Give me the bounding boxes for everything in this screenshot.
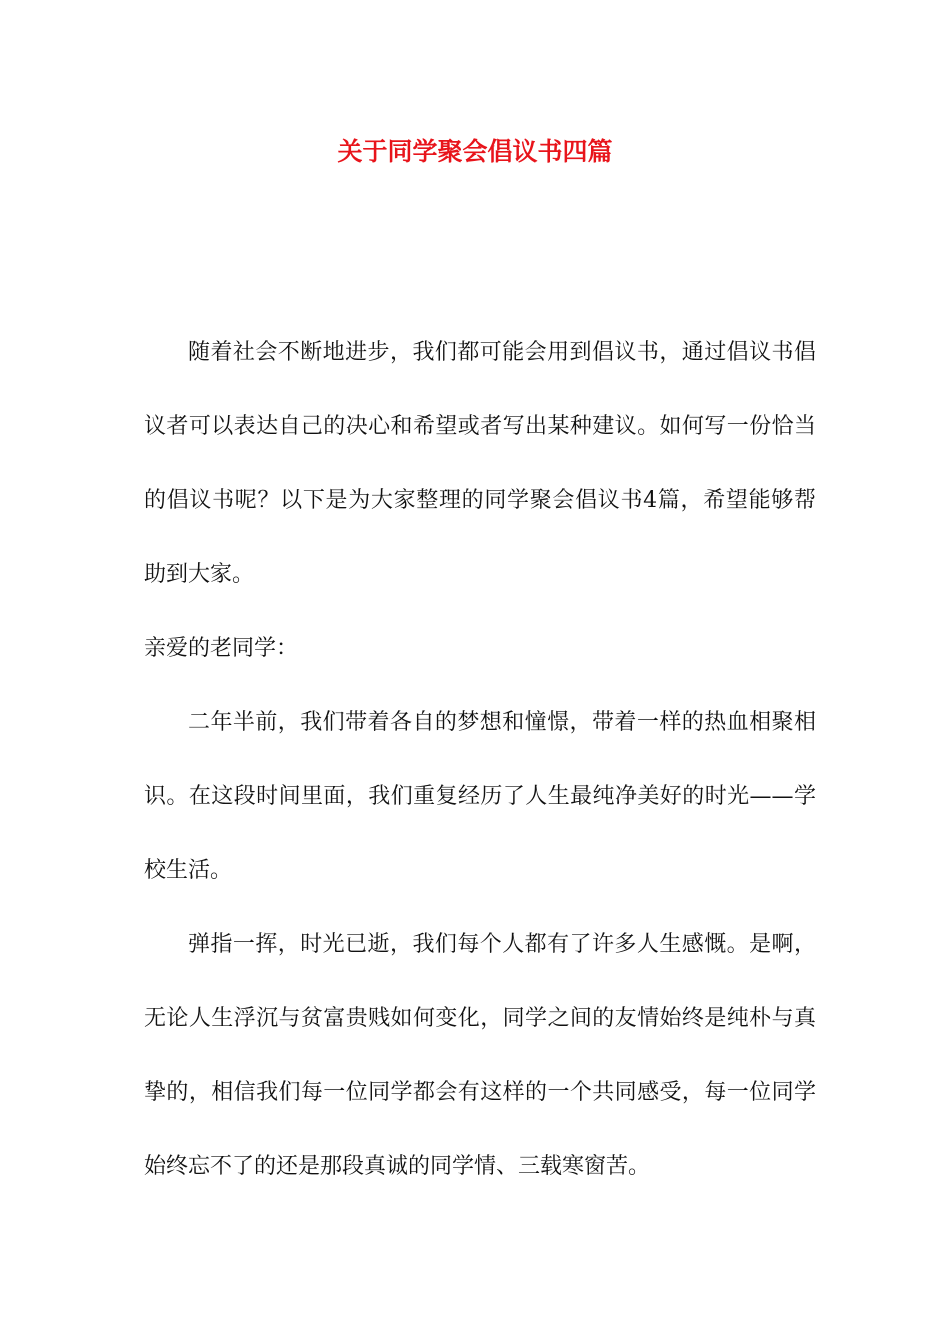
paragraph-reflection: 弹指一挥，时光已逝，我们每个人都有了许多人生感慨。是啊，无论人生浮沉与贫富贵贱如何变化，同学之间的友情始终是纯朴与真挚的，相信我们每一位同学都会有这样的一个共同感受，每一位同学始终忘不了的还是那段真诚的同学情、三载寒窗苦。	[144, 932, 816, 1179]
paragraph-salutation: 亲爱的老同学：	[144, 636, 299, 661]
paragraph-memory: 二年半前，我们带着各自的梦想和憧憬，带着一样的热血相聚相识。在这段时间里面，我们重复经历了人生最纯净美好的时光——学校生活。	[144, 710, 816, 883]
paragraph-intro: 随着社会不断地进步，我们都可能会用到倡议书，通过倡议书倡议者可以表达自己的决心和希望或者写出某种建议。如何写一份恰当的倡议书呢？以下是为大家整理的同学聚会倡议书4篇，希望能够帮助到大家。	[144, 340, 816, 587]
document-body	[144, 316, 816, 1204]
document-title: 关于同学聚会倡议书四篇	[337, 137, 613, 166]
